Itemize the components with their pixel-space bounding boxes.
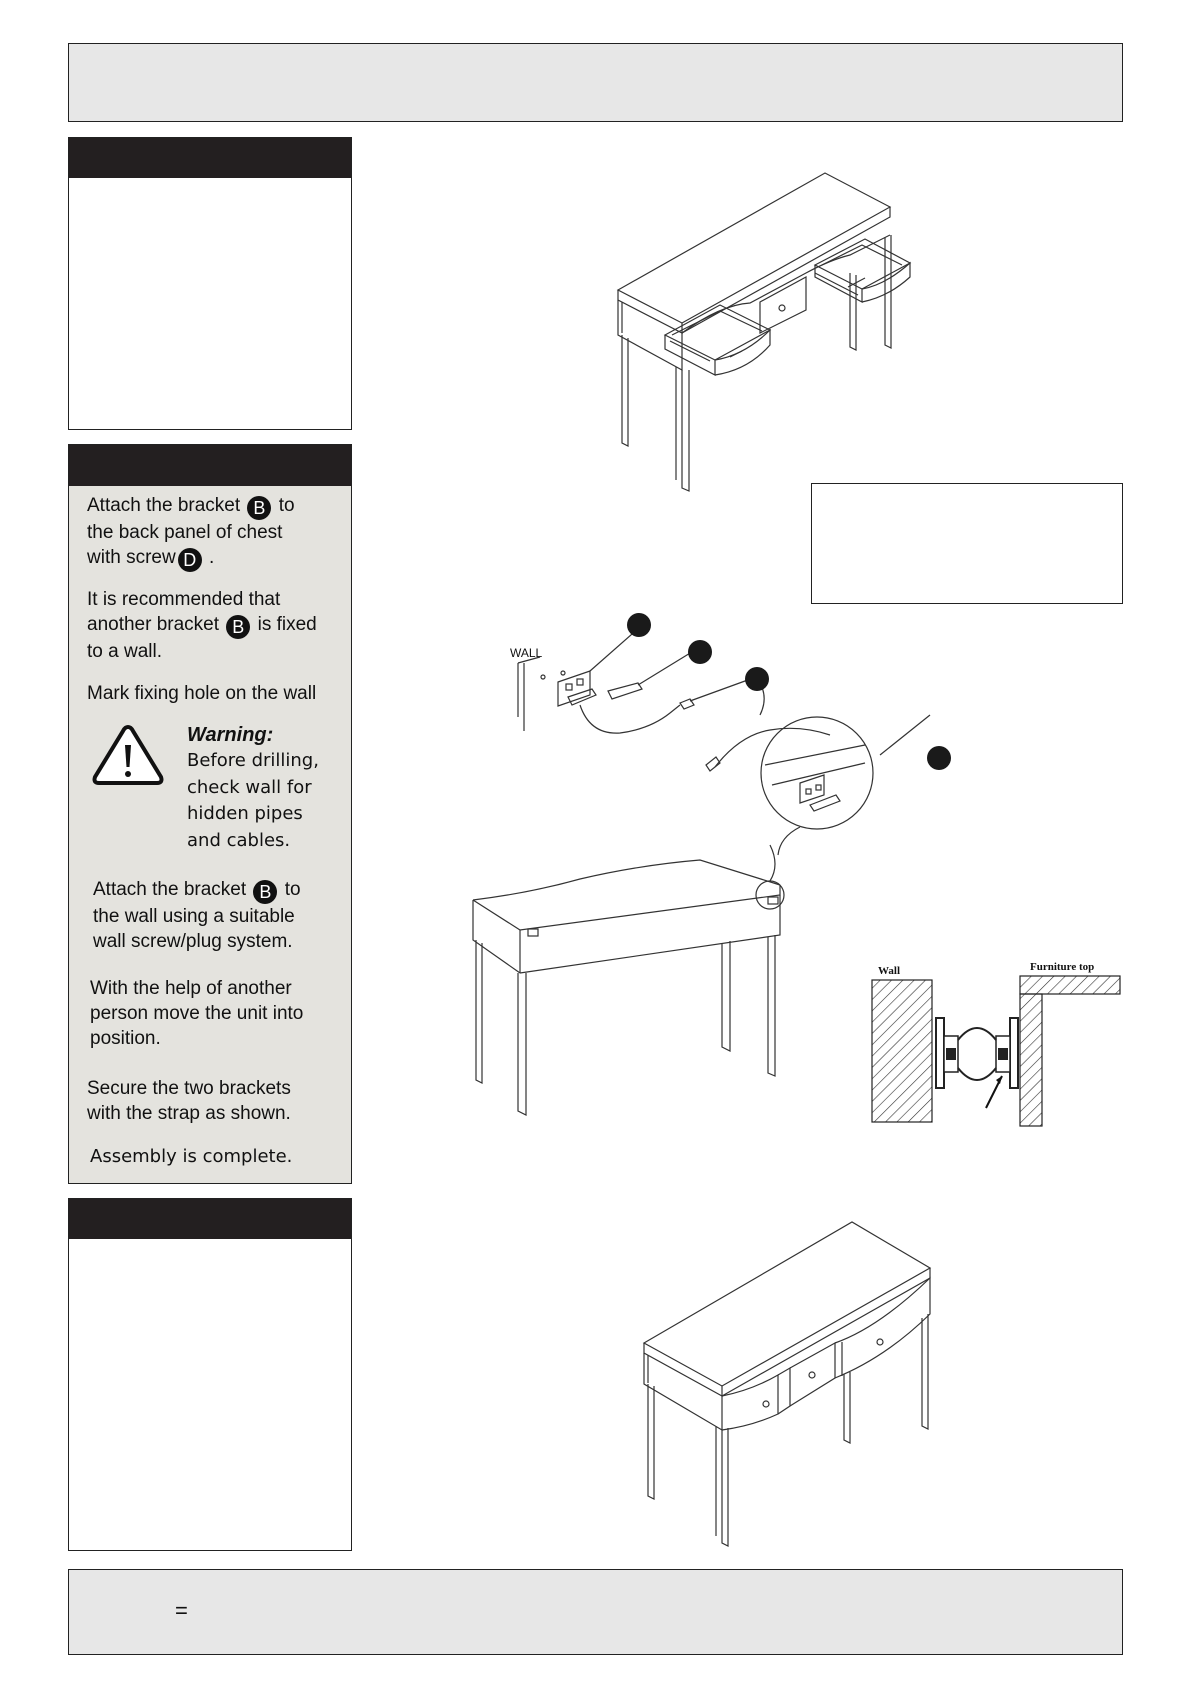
top-banner — [68, 43, 1123, 122]
part-d-badge: D — [178, 548, 202, 572]
detail-wall-label: Wall — [878, 965, 901, 977]
bottom-banner — [68, 1569, 1123, 1655]
wall-label: WALL — [510, 646, 543, 660]
secure-brackets-instruction: Secure the two brackets with the strap as shown. — [87, 1078, 291, 1124]
step-1-header — [69, 138, 351, 178]
part-b-badge: B — [226, 615, 250, 639]
step-2-panel — [68, 444, 352, 1184]
recommendation-text: It is recommended that another bracket B is fixed to a wall. — [87, 589, 317, 662]
step-2-header — [69, 445, 351, 486]
step-3-header — [69, 1199, 351, 1239]
warning-triangle-icon — [91, 723, 165, 787]
step-3-panel — [68, 1198, 352, 1551]
detail-furniture-top-label: Furniture top — [1030, 961, 1095, 973]
callout-dot — [688, 640, 712, 664]
wall-bracket-exploded-diagram — [510, 605, 950, 855]
table-back-bracket-illustration — [470, 855, 790, 1120]
table-open-drawers-illustration — [610, 165, 970, 495]
step-1-panel — [68, 137, 352, 430]
callout-dot — [745, 667, 769, 691]
move-unit-instruction: With the help of another person move the unit into position. — [90, 978, 304, 1049]
part-b-badge: B — [253, 880, 277, 904]
callout-dot — [627, 613, 651, 637]
part-b-badge: B — [247, 496, 271, 520]
mark-hole-text: Mark fixing hole on the wall — [87, 683, 317, 704]
callout-dot — [927, 746, 951, 770]
assembly-complete-text: Assembly is complete. — [90, 1146, 293, 1167]
wall-bracket-instruction: Attach the bracket B to the wall using a suitable wall screw/plug system. — [93, 879, 301, 952]
strap-cross-section-detail — [868, 958, 1123, 1133]
warning-block: Warning: Before drilling, check wall for hidden pipes and cables. — [187, 724, 319, 851]
attach-bracket-instruction: Attach the bracket B to the back panel of chest with screw D . — [87, 495, 295, 570]
note-box — [811, 483, 1123, 604]
equals-sign: = — [175, 1598, 188, 1623]
assembled-table-illustration — [640, 1218, 940, 1548]
